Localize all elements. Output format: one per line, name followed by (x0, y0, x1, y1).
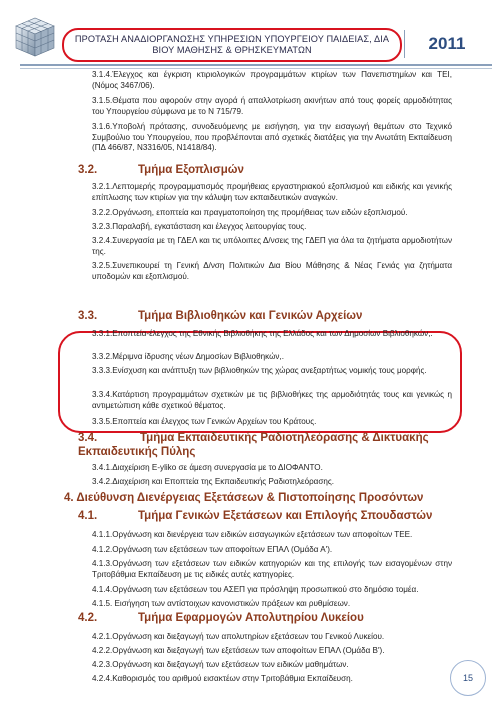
list-item-3-3-4: 3.3.4.Κατάρτιση προγραμμάτων σχετικών με τις βιβλιοθήκες της αρμοδιότητάς τους και γενικώς η αντιμετώπιση κάθε σχετικού θέματος. (92, 390, 452, 410)
list-item-3-2-2: 3.2.2.Οργάνωση, εποπτεία και πραγματοποίηση της προμήθειας των ειδών εξοπλισμού. (92, 208, 408, 217)
section-title-line-2: Εκπαιδευτικής Πύλης (78, 446, 196, 458)
list-item-4-1-5: 4.1.5. Εισήγηση των αντίστοιχων κανονιστικών πράξεων και ρυθμίσεων. (92, 599, 351, 608)
chapter-heading-4: 4. Διεύθυνση Διενέργειας Εξετάσεων & Πιστοποίησης Προσόντων (64, 492, 424, 504)
section-heading-4-2 (78, 612, 364, 624)
list-item-4-1-2: 4.1.2.Οργάνωση των εξετάσεων των αποφοίτων ΕΠΑΛ (Ομάδα Α'). (92, 545, 333, 554)
section-title: Τμήμα Εξοπλισμών (138, 164, 244, 176)
section-number: 3.4. (78, 432, 98, 444)
document-title: ΠΡΟΤΑΣΗ ΑΝΑΔΙΟΡΓΑΝΩΣΗΣ ΥΠΗΡΕΣΙΩΝ ΥΠΟΥΡΓΕΙΟΥ ΠΑΙΔΕΙΑΣ, ΔΙΑ ΒΙΟΥ ΜΑΘΗΣΗΣ & ΘΡΗΣΚΕΥΜΑΤΩΝ (74, 34, 390, 55)
list-item-3-3-3: 3.3.3.Ενίσχυση και ανάπτυξη των βιβλιοθηκών της χώρας ανεξαρτήτως νομικής τους μορφής. (92, 366, 427, 375)
title-highlight-oval (62, 28, 402, 62)
section-title: Τμήμα Γενικών Εξετάσεων και Επιλογής Σπουδαστών (138, 510, 433, 522)
section-heading-3-2 (78, 164, 244, 176)
section-number: 3.2. (78, 164, 98, 176)
section-number: 4.1. (78, 510, 98, 522)
list-item-3-1-6: 3.1.6.Υποβολή πρότασης, συνοδευόμενης με εισήγηση, για την εισαγωγή θεμάτων στο Τεχνικό Συμβούλιο του Υπουργείου, που προβλέπονται από σχετικές διατάξεις για την Ανωτάτη Εκπαίδευση (ΠΔ 466/87, Ν3316/05, Ν1418/84). (92, 122, 452, 153)
list-item-4-2-2: 4.2.2.Οργάνωση και διεξαγωγή των εξετάσεων των αποφοίτων ΕΠΑΛ (Ομάδα Β'). (92, 646, 385, 655)
section-title: Τμήμα Βιβλιοθηκών και Γενικών Αρχείων (138, 310, 363, 322)
list-item-4-1-3: 4.1.3.Οργάνωση των εξετάσεων των ειδικών κατηγοριών και της επιλογής των εισαγομένων στην Τριτοβάθμια Εκπαίδευση με τις ειδικές αυτές κατηγορίες. (92, 559, 452, 579)
section-number: 4.2. (78, 612, 98, 624)
list-item-3-3-5: 3.3.5.Εποπτεία και έλεγχος των Γενικών Αρχείων του Κράτους. (92, 417, 317, 426)
cube-grid-logo-icon (8, 12, 62, 60)
section-title: Τμήμα Εκπαιδευτικής Ραδιοτηλεόρασης & Δικτυακής (140, 432, 429, 444)
list-item-4-1-1: 4.1.1.Οργάνωση και διενέργεια των ειδικών εισαγωγικών εξετάσεων των αποφοίτων ΤΕΕ. (92, 530, 413, 539)
list-item-4-2-1: 4.2.1.Οργάνωση και διεξαγωγή των απολυτηρίων εξετάσεων του Γενικού Λυκείου. (92, 632, 385, 641)
section-number: 3.3. (78, 310, 98, 322)
list-item-3-1-5: 3.1.5.Θέματα που αφορούν στην αγορά ή απαλλοτρίωση ακινήτων από τους φορείς αρμοδιότητας του Υπουργείου σύμφωνα με το Ν 715/79. (92, 96, 452, 116)
list-item-3-4-1: 3.4.1.Διαχείριση E-yliko σε άμεση συνεργασία με το ΔΙΟΦΑΝΤΟ. (92, 463, 323, 472)
list-item-3-2-1: 3.2.1.Λεπτομερής προγραμματισμός προμήθειας εργαστηριακού εξοπλισμού και ειδικής και γενικής επίπλωσης των κτιρίων για την κάλυψη των εκπαιδευτικών αναγκών. (92, 182, 452, 202)
list-item-4-2-3: 4.2.3.Οργάνωση και διεξαγωγή των εξετάσεων των ειδικών μαθημάτων. (92, 660, 349, 669)
section-title-line-1 (140, 432, 454, 444)
list-item-3-4-2: 3.4.2.Διαχείριση και Εποπτεία της Εκπαιδευτικής Ραδιοτηλεόρασης. (92, 477, 335, 486)
list-item-3-2-5: 3.2.5.Συνεπικουρεί τη Γενική Δ/νση Πολιτικών Δια Βίου Μάθησης & Νέας Γενιάς για ζητήματα υποδομών και εξοπλισμού. (92, 261, 452, 281)
section-title: Τμήμα Εφαρμογών Απολυτηρίου Λυκείου (138, 612, 364, 624)
list-item-3-3-2: 3.3.2.Μέριμνα ίδρυσης νέων Δημοσίων Βιβλιοθηκών,. (92, 352, 284, 361)
header-divider-thin (20, 68, 492, 69)
page-number: 15 (450, 660, 486, 696)
list-item-3-3-1: 3.3.1.Εποπτεία-έλεγχος της Εθνικής Βιβλιοθήκης της Ελλάδος και των Δημοσίων Βιβλιοθηκών,. (92, 329, 433, 338)
section-heading-3-4 (78, 432, 454, 458)
list-item-3-2-4: 3.2.4.Συνεργασία με τη ΓΔΕΛ και τις υπόλοιπες Δ/νσεις της ΓΔΕΠ για όλα τα ζητήματα αρμοδιοτήτων της. (92, 236, 452, 256)
list-item-4-1-4: 4.1.4.Οργάνωση των εξετάσεων του ΑΣΕΠ για πρόσληψη προσωπικού στο δημόσιο τομέα. (92, 585, 419, 594)
section-heading-4-1 (78, 510, 432, 522)
header-divider (20, 64, 492, 66)
document-year: 2011 (404, 30, 489, 58)
list-item-4-2-4: 4.2.4.Καθορισμός του αριθμού εισακτέων στην Τριτοβάθμια Εκπαίδευση. (92, 674, 353, 683)
section-heading-3-3 (78, 310, 362, 322)
list-item-3-2-3: 3.2.3.Παραλαβή, εγκατάσταση και έλεγχος λειτουργίας τους. (92, 222, 307, 231)
list-item-3-1-4: 3.1.4.Έλεγχος και έγκριση κτιριολογικών προγραμμάτων κτιρίων των Πανεπιστημίων και ΤΕΙ, (Νόμος 3467/06). (92, 70, 452, 90)
page-header (6, 10, 492, 68)
